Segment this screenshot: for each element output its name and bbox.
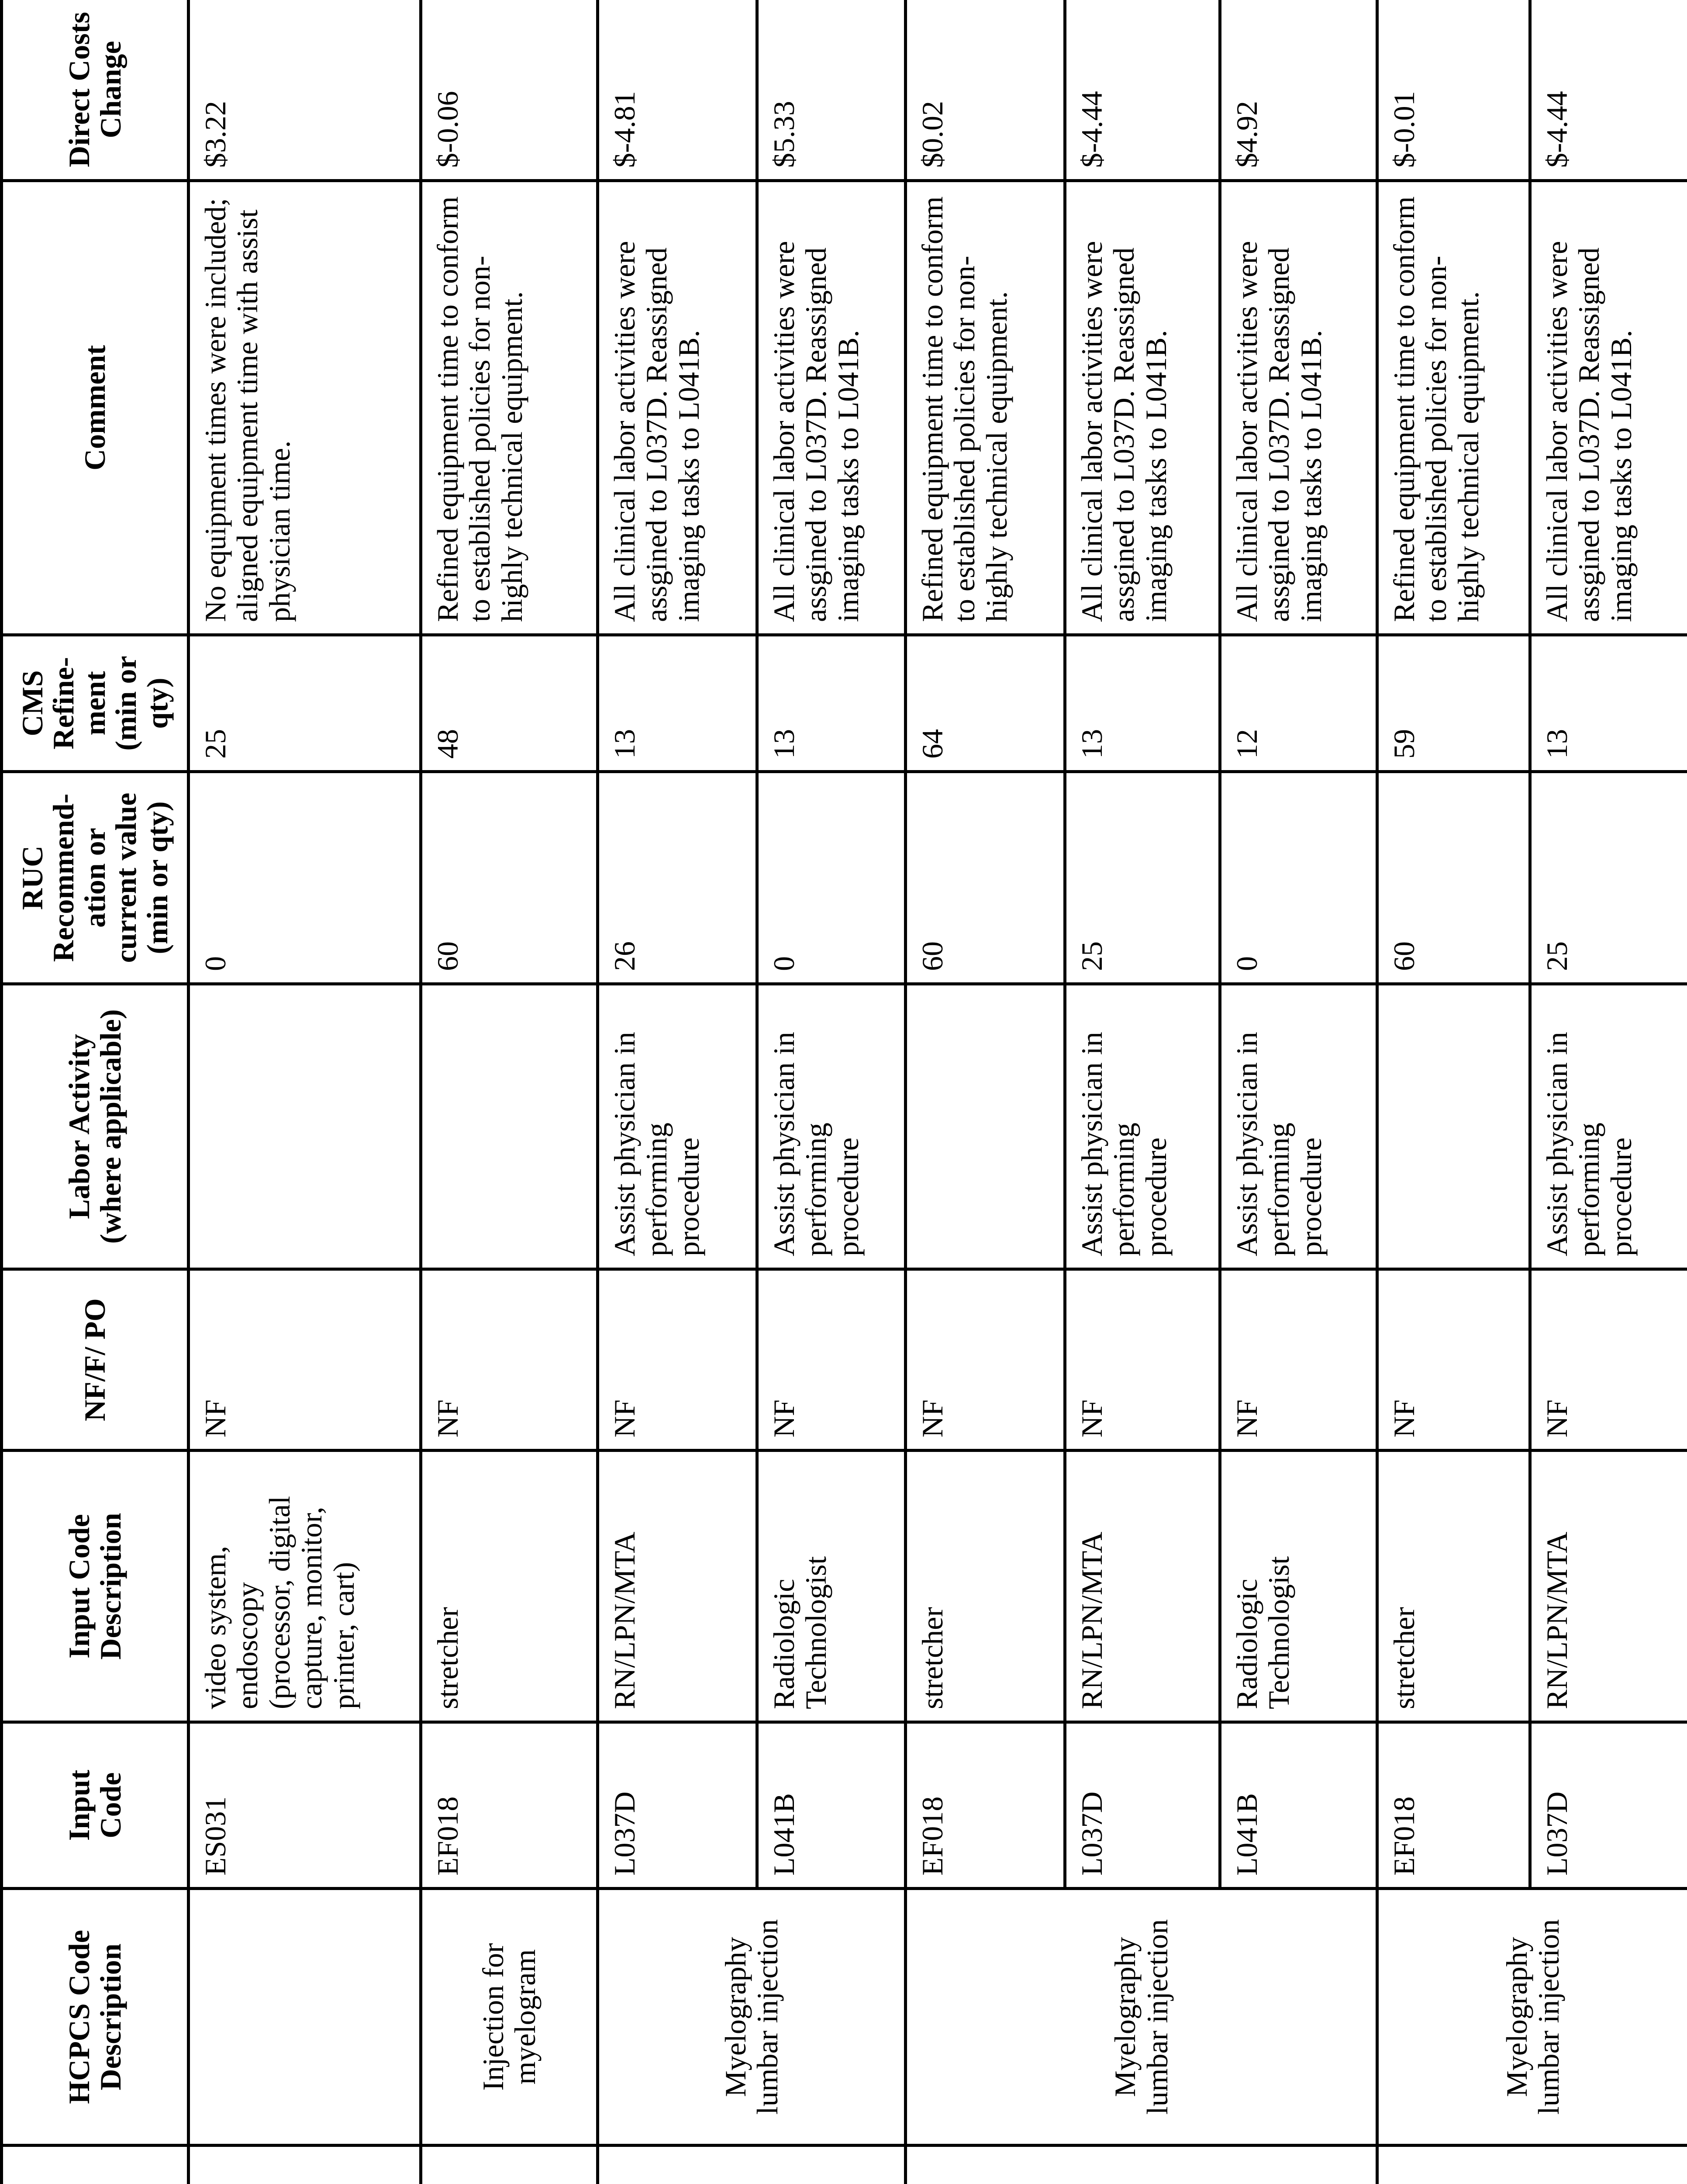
labor-activity-cell: Assist physician in performing procedure [1220,984,1377,1269]
table-row [906,0,1065,2184]
ruc-value-cell: 0 [1220,772,1377,984]
direct-costs-cell: $3.22 [189,0,421,181]
cms-refinement-cell: 13 [1065,635,1220,772]
nf-cell: NF [598,1269,757,1451]
input-code-cell: L037D [1065,1722,1220,1889]
direct-costs-cell: $5.33 [757,0,906,181]
input-description-cell: RN/LPN/MTA [1065,1451,1220,1722]
nf-cell: NF [757,1269,906,1451]
nf-cell: NF [1530,1269,1687,1451]
table-row [1530,0,1687,2184]
labor-activity-cell [189,984,421,1269]
labor-activity-cell [421,984,598,1269]
comment-cell: All clinical labor activities were assgined to L037D. Reassigned imaging tasks to L041B. [1220,181,1377,635]
table-row [1377,0,1530,2184]
input-description-cell: stretcher [1377,1451,1530,1722]
hcpcs-description-cell: Injection for myelogram [421,1889,598,2146]
cms-refinement-cell: 13 [757,635,906,772]
cms-refinement-cell: 13 [1530,635,1687,772]
hcpcs-code-cell [598,2146,906,2184]
direct-costs-cell: $4.92 [1220,0,1377,181]
comment-cell: Refined equipment time to conform to established policies for non-highly technical equipment. [1377,181,1530,635]
hcpcs-code-cell [1377,2146,1687,2184]
input-description-cell: stretcher [421,1451,598,1722]
input-code-cell: EF018 [421,1722,598,1889]
input-code-cell: EF018 [1377,1722,1530,1889]
table-row [421,0,598,2184]
labor-activity-cell: Assist physician in performing procedure [598,984,757,1269]
direct-costs-cell: $-0.01 [1377,0,1530,181]
direct-costs-cell: $0.02 [906,0,1065,181]
labor-activity-cell: Assist physician in performing procedure [757,984,906,1269]
comment-cell: All clinical labor activities were assgined to L037D. Reassigned imaging tasks to L041B. [757,181,906,635]
comment-cell: Refined equipment time to conform to established policies for non-highly technical equipment. [906,181,1065,635]
input-code-cell: L037D [598,1722,757,1889]
input-code-cell: L041B [757,1722,906,1889]
ruc-value-cell: 25 [1530,772,1687,984]
header-row [2,0,189,2184]
comment-cell: All clinical labor activities were assgined to L037D. Reassigned imaging tasks to L041B. [1530,181,1687,635]
ruc-value-cell: 0 [757,772,906,984]
labor-activity-cell [1377,984,1530,1269]
table-row [757,0,906,2184]
input-description-cell: RN/LPN/MTA [598,1451,757,1722]
header-cms-refinement: CMS Refine-ment (min or qty) [2,635,189,772]
comment-cell: Refined equipment time to conform to established policies for non-highly technical equipment. [421,181,598,635]
ruc-value-cell: 25 [1065,772,1220,984]
direct-costs-cell: $-0.06 [421,0,598,181]
nf-cell: NF [1065,1269,1220,1451]
nf-cell: NF [1377,1269,1530,1451]
cms-refinement-cell: 13 [598,635,757,772]
hcpcs-description-cell: Myelography lumbar injection [906,1889,1377,2146]
nf-cell: NF [906,1269,1065,1451]
input-description-cell: stretcher [906,1451,1065,1722]
table-row [598,0,757,2184]
cms-refinement-cell: 12 [1220,635,1377,772]
table-row [189,0,421,2184]
input-description-cell: RN/LPN/MTA [1530,1451,1687,1722]
header-ruc-recommendation: RUC Recommend-ation or current value (min or qty) [2,772,189,984]
input-description-cell: Radiologic Technologist [1220,1451,1377,1722]
nf-cell: NF [1220,1269,1377,1451]
comment-cell: All clinical labor activities were assgined to L037D. Reassigned imaging tasks to L041B. [1065,181,1220,635]
ruc-value-cell: 60 [421,772,598,984]
header-hcpcs-description: HCPCS Code Description [2,1889,189,2146]
hcpcs-code-cell [421,2146,598,2184]
nf-cell: NF [189,1269,421,1451]
labor-activity-cell: Assist physician in performing procedure [1065,984,1220,1269]
nf-cell: NF [421,1269,598,1451]
header-input-code-description: Input Code Description [2,1451,189,1722]
table-row [1065,0,1220,2184]
hcpcs-code-cell [189,2146,421,2184]
input-code-cell: ES031 [189,1722,421,1889]
input-code-cell: EF018 [906,1722,1065,1889]
hcpcs-description-cell [189,1889,421,2146]
ruc-value-cell: 60 [906,772,1065,984]
direct-costs-cell: $-4.44 [1530,0,1687,181]
input-description-cell: Radiologic Technologist [757,1451,906,1722]
labor-activity-cell [906,984,1065,1269]
ruc-value-cell: 60 [1377,772,1530,984]
ruc-value-cell: 26 [598,772,757,984]
direct-costs-cell: $-4.81 [598,0,757,181]
header-input-code: Input Code [2,1722,189,1889]
cms-refinement-cell: 59 [1377,635,1530,772]
hcpcs-description-cell: Myelography lumbar injection [598,1889,906,2146]
input-code-cell: L041B [1220,1722,1377,1889]
input-description-cell: video system, endoscopy (processor, digital capture, monitor, printer, cart) [189,1451,421,1722]
hcpcs-code-cell [906,2146,1377,2184]
cms-refinement-cell: 25 [189,635,421,772]
cms-refinement-cell: 64 [906,635,1065,772]
comment-cell: No equipment times were included; aligned equipment time with assist physician time. [189,181,421,635]
header-labor-activity: Labor Activity (where applicable) [2,984,189,1269]
header-comment: Comment [2,181,189,635]
header-nf-f-po: NF/F/ PO [2,1269,189,1451]
cms-refinement-cell: 48 [421,635,598,772]
table-row [1220,0,1377,2184]
labor-activity-cell: Assist physician in performing procedure [1530,984,1687,1269]
direct-costs-cell: $-4.44 [1065,0,1220,181]
header-direct-costs-change: Direct Costs Change [2,0,189,181]
ruc-value-cell: 0 [189,772,421,984]
comment-cell: All clinical labor activities were assgined to L037D. Reassigned imaging tasks to L041B. [598,181,757,635]
header-hcpcs-code [2,2146,189,2184]
hcpcs-description-cell: Myelography lumbar injection [1377,1889,1687,2146]
input-code-cell: L037D [1530,1722,1687,1889]
